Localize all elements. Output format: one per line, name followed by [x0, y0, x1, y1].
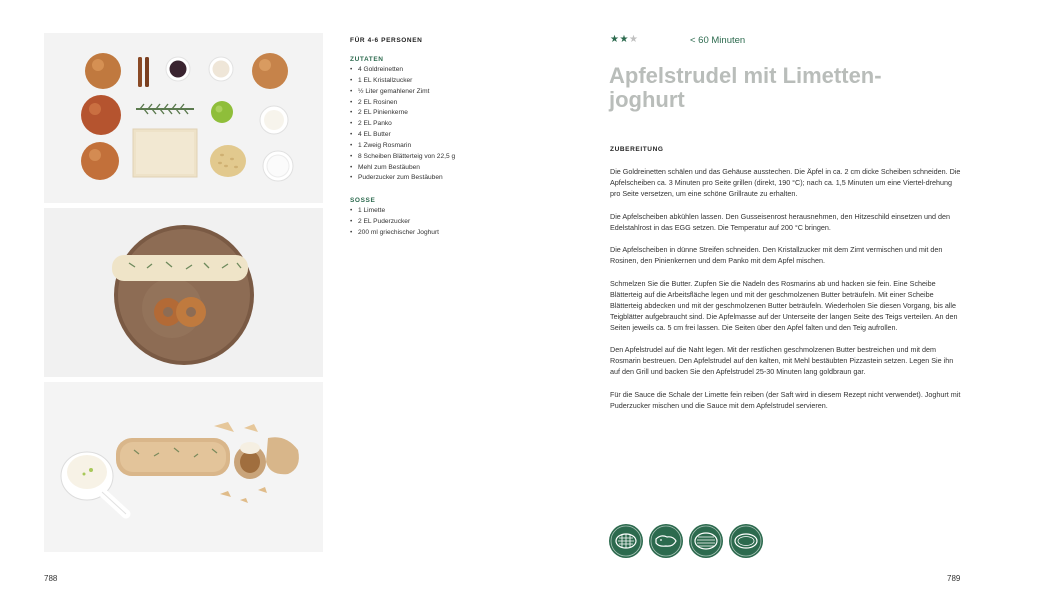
sauce-list — [350, 206, 570, 239]
list-item: • 1 Zweig Rosmarin — [350, 141, 570, 152]
pizza-stone-icon — [649, 524, 683, 558]
list-item: • 2 EL Panko — [350, 119, 570, 130]
list-item: • Puderzucker zum Bestäuben — [350, 173, 570, 184]
step-paragraph: Schmelzen Sie die Butter. Zupfen Sie die Nadeln des Rosmarins ab und hacken sie fein. Eine Scheibe Blätterteig auf die Arbeitsfläche legen und mit der geschmolzenen Butter beträufeln. Mit einer Scheibe Blätterteig abdecken und mit der geschmolzenen Butter beträufeln. Wiederholen Sie diesen Vorgang, bis alle Teigblätter aufgebraucht sind. Die Apfelmasse auf der Unterseite der langen Seite des Teigs verteilen. An den Seiten jeweils ca. 5 cm frei lassen. Die Seiten über den Apfel falten und den Teig aufrollen. — [610, 278, 958, 332]
ingredients-photo — [44, 33, 323, 203]
list-item: • 1 EL Kristallzucker — [350, 76, 570, 87]
list-item: • 2 EL Rosinen — [350, 98, 570, 109]
preparation-heading: ZUBEREITUNG — [610, 146, 664, 153]
difficulty-rating — [610, 34, 638, 45]
baking-stone-icon — [729, 524, 763, 558]
page-number-right: 789 — [947, 574, 961, 583]
list-item: • 8 Scheiben Blätterteig von 22,5 g — [350, 152, 570, 163]
list-item: • 1 Limette — [350, 206, 570, 217]
page-number-left: 788 — [44, 574, 58, 583]
finished-strudel-photo — [44, 382, 323, 552]
step-paragraph: Für die Sauce die Schale der Limette fein reiben (der Saft wird in diesem Rezept nicht verwendet). Joghurt mit Puderzucker mischen und die Sauce mit dem Apfelstrudel servieren. — [610, 389, 961, 410]
sauce-heading: SOSSE — [350, 197, 376, 205]
list-item: • 200 ml griechischer Joghurt — [350, 228, 570, 239]
ingredients-heading: ZUTATEN — [350, 56, 384, 63]
recipe-title: Apfelstrudel mit Limetten-joghurt — [609, 63, 882, 112]
cooking-time: < 60 Minuten — [690, 35, 746, 46]
ingredients-list — [350, 65, 570, 184]
step-paragraph: Die Apfelscheiben in dünne Streifen schneiden. Den Kristallzucker mit dem Zimt vermischen und mit den Rosinen, den Pinienkernen und dem Panko mit dem Apfel mischen. — [610, 245, 943, 265]
star-empty-icon: ★ — [628, 34, 639, 45]
step-paragraph: Die Apfelscheiben abkühlen lassen. Den Gusseisenrost herausnehmen, den Hitzeschild einsetzen und den Edelstahlrost in das EGG setzen. Die Temperatur auf 200 °C bringen. — [610, 211, 951, 232]
list-item: • 2 EL Puderzucker — [350, 217, 570, 228]
step-paragraph: Die Goldreinetten schälen und das Gehäuse ausstechen. Die Äpfel in ca. 2 cm dicke Scheiben schneiden. Die Apfelscheiben ca. 3 Minuten pro Seite grillen (direkt, 190 °C); nach ca. 1,5 Minuten um eine Viertel-drehung pro Seite versetzen, um eine schöne Grillraute zu erhalten. — [610, 167, 961, 198]
list-item: • ½ Liter gemahlener Zimt — [350, 87, 570, 98]
list-item: • 2 EL Pinienkerne — [350, 108, 570, 119]
ingredients-column — [350, 37, 570, 252]
grill-grid-icon — [609, 524, 643, 558]
list-item: • 4 Goldreinetten — [350, 65, 570, 76]
list-item: • 4 EL Butter — [350, 130, 570, 141]
step-paragraph: Den Apfelstrudel auf die Naht legen. Mit der restlichen geschmolzenen Butter bestreichen und mit dem Rosmarin bestreuen. Den Apfelstrudel auf den kalten, mit Mehl bestäubten Pizzastein setzen. Legen Sie ihn auf den Grill und backen Sie den Apfelstrudel 25-30 Minuten lang goldbraun gar. — [610, 345, 954, 376]
star-filled-icon: ★★ — [610, 34, 629, 45]
rolling-strudel-photo — [44, 208, 323, 377]
preparation-steps — [610, 166, 964, 422]
list-item: • Mehl zum Bestäuben — [350, 163, 570, 174]
servings-label: FÜR 4-6 PERSONEN — [350, 37, 423, 44]
heat-shield-icon — [689, 524, 723, 558]
